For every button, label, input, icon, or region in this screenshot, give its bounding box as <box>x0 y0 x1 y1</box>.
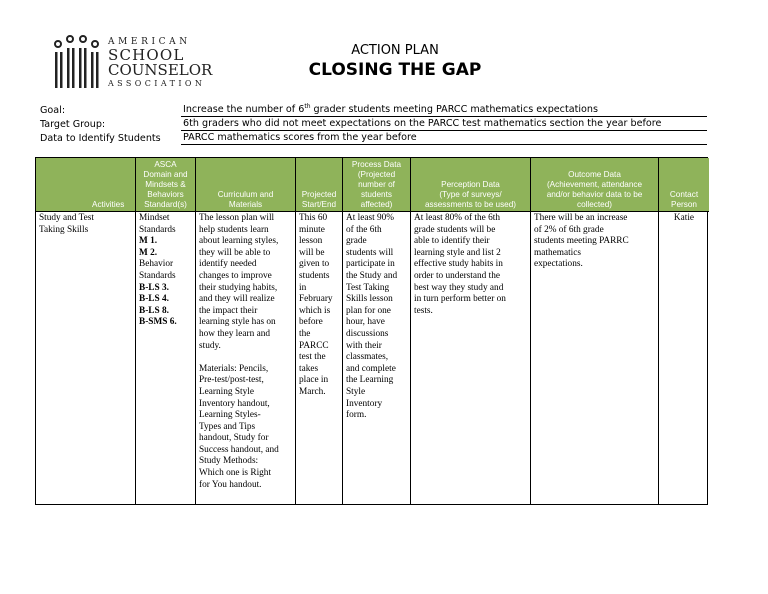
asca-behavior-codes: B-LS 3. B-LS 4. B-LS 8. B-SMS 6. <box>139 282 177 328</box>
asca-mindset-codes: M 1. M 2. <box>139 236 158 258</box>
column-outcome <box>531 158 659 504</box>
asca-logo-text <box>108 38 212 88</box>
data-identify-value: PARCC mathematics scores from the year before <box>181 131 707 145</box>
header-contact: Contact Person <box>659 158 709 212</box>
cell-contact: Katie <box>673 213 695 223</box>
target-group-label: Target Group: <box>40 119 106 130</box>
cell-perception: At least 80% of the 6th grade students will be able to identify their learning style and list 2 effective study habits in order to understand the best way they study and in turn perform better on tests. <box>414 213 506 316</box>
asca-logo-icon <box>50 34 102 90</box>
column-projected <box>296 158 343 504</box>
header-outcome: Outcome Data (Achievement, attendance and/or behavior data to be collected) <box>531 158 658 212</box>
column-curriculum <box>196 158 296 504</box>
target-group-value: 6th graders who did not meet expectations on the PARCC test mathematics section the year before <box>181 117 707 131</box>
goal-label: Goal: <box>40 105 66 116</box>
document-title: CLOSING THE GAP <box>308 60 482 80</box>
logo-line-association: ASSOCIATION <box>108 79 206 88</box>
header-projected: Projected Start/End <box>296 158 342 212</box>
cell-curriculum: The lesson plan will help students learn about learning styles, they will be able to identify needed changes to improve their studying habits, and they will realize the impact their learning style has on how they learn and study. Materials: Pencils, Pre-test/post-test, Learning Style Inventory handout, Learning Styles- Types and Tips handout, Study for Success handout, and Study Methods: Which one is Right for You handout. <box>199 213 279 490</box>
cell-activities: Study and Test Taking Skills <box>39 213 94 235</box>
goal-value-pre: Increase the number of 6 <box>183 104 305 115</box>
column-perception <box>411 158 531 504</box>
asca-logo <box>50 30 220 92</box>
goal-value-post: grader students meeting PARCC mathematics expectations <box>310 104 598 115</box>
logo-line-counselor: COUNSELOR <box>108 61 213 79</box>
data-identify-label: Data to Identify Students <box>40 133 161 144</box>
asca-mindset-intro: Mindset Standards <box>139 213 176 235</box>
header-process: Process Data (Projected number of students affected) <box>343 158 410 212</box>
header-activities: Activities <box>36 158 135 212</box>
column-process <box>343 158 411 504</box>
cell-outcome: There will be an increase of 2% of 6th grade students meeting PARRC mathematics expectations. <box>534 213 629 270</box>
column-contact <box>659 158 709 504</box>
goal-value-sup: th <box>304 102 311 110</box>
logo-line-american: AMERICAN <box>108 37 191 47</box>
cell-asca <box>136 213 195 329</box>
header-perception: Perception Data (Type of surveys/ assessments to be used) <box>411 158 530 212</box>
header-asca: ASCA Domain and Mindsets & Behaviors Standard(s) <box>136 158 195 212</box>
goal-value <box>181 103 707 117</box>
logo-line-school: SCHOOL <box>108 46 185 64</box>
header-curriculum: Curriculum and Materials <box>196 158 295 212</box>
cell-projected: This 60 minute lesson will be given to students in February which is before the PARCC test the takes place in March. <box>299 213 333 397</box>
cell-process: At least 90% of the 6th grade students will participate in the Study and Test Taking Skills lesson plan for one hour, have discussions with their classmates, and complete the Learning Style Inventory form. <box>346 213 398 421</box>
document-subtitle: ACTION PLAN <box>351 43 439 58</box>
asca-behavior-intro: Behavior Standards <box>139 259 176 281</box>
column-asca <box>136 158 196 504</box>
column-activities <box>36 158 136 504</box>
action-plan-table <box>35 157 708 505</box>
